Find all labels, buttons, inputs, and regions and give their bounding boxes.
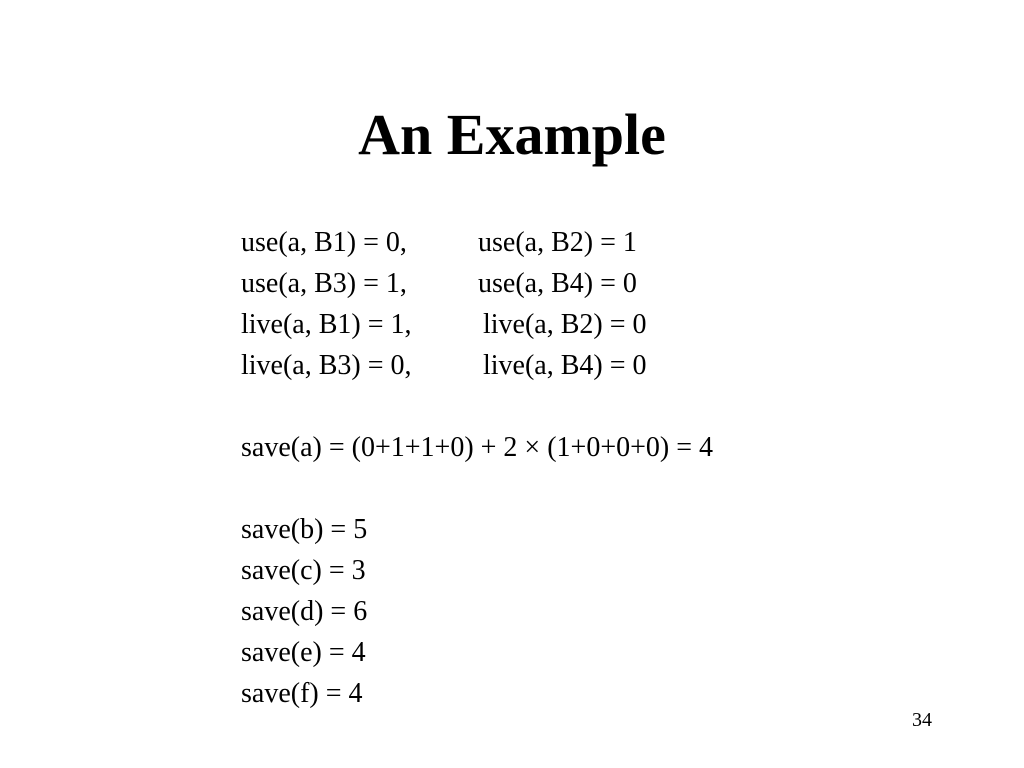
slide-title: An Example <box>358 102 666 167</box>
live-a-b4: live(a, B4) = 0 <box>483 350 647 381</box>
use-line-2 <box>241 263 713 304</box>
save-e-result: save(e) = 4 <box>241 637 366 668</box>
use-a-b3: use(a, B3) = 1, <box>241 268 407 299</box>
live-a-b2: live(a, B2) = 0 <box>483 309 647 340</box>
use-line-1 <box>241 222 713 263</box>
use-a-b4: use(a, B4) = 0 <box>478 268 637 299</box>
slide-body <box>241 222 713 714</box>
use-a-b2: use(a, B2) = 1 <box>478 227 637 258</box>
save-a-formula: save(a) = (0+1+1+0) + 2 × (1+0+0+0) = 4 <box>241 432 714 463</box>
save-f-result: save(f) = 4 <box>241 678 363 709</box>
page-number: 34 <box>912 709 932 731</box>
live-line-1 <box>241 304 713 345</box>
save-c-result: save(c) = 3 <box>241 555 366 586</box>
live-a-b1: live(a, B1) = 1, <box>241 309 412 340</box>
spacer <box>241 386 713 427</box>
save-d-result: save(d) = 6 <box>241 596 368 627</box>
live-line-2 <box>241 345 713 386</box>
save-b-result: save(b) = 5 <box>241 514 368 545</box>
use-a-b1: use(a, B1) = 0, <box>241 227 407 258</box>
live-a-b3: live(a, B3) = 0, <box>241 350 412 381</box>
spacer <box>241 468 713 509</box>
